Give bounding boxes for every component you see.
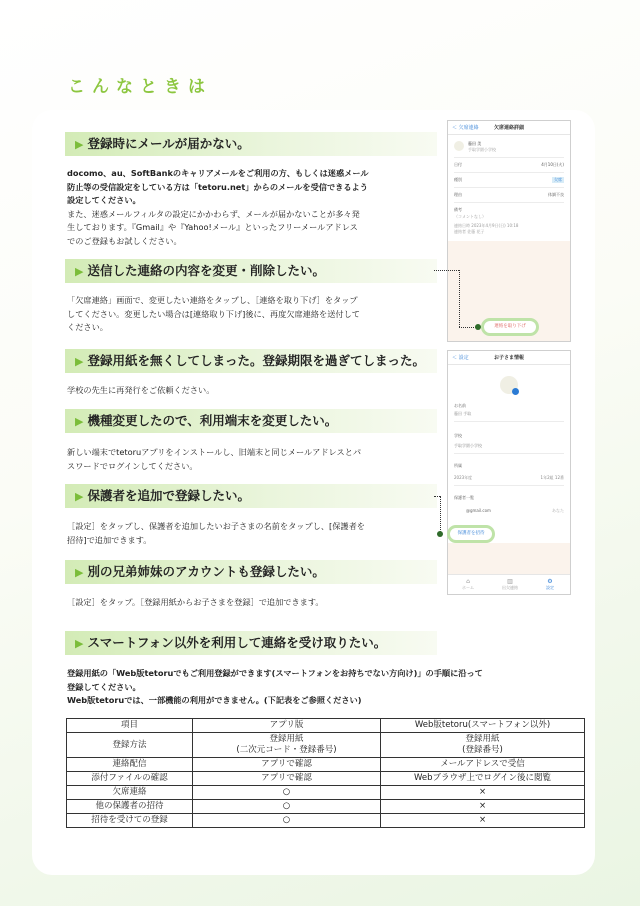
table-header: 項目 [67,719,193,733]
table-cell-web: メールアドレスで受信 [381,758,585,772]
guardian-email: @gmail.com [466,508,491,513]
faq-question-1 [65,132,437,156]
answer-line: また、迷惑メールフィルタの設定にかかわらず、メールが届かないことが多々発 [67,208,360,219]
guardians-label: 保護者一覧 [454,495,474,500]
faq-question-3 [65,349,437,373]
table-cell-web: Webブラウザ上でログイン後に閲覧 [381,772,585,786]
empty-area [448,543,570,575]
faq-question-text: 登録時にメールが届かない。 [87,136,250,151]
triangle-icon: ▶ [75,490,84,503]
avatar [454,141,464,151]
faq-answer-7 [67,667,587,708]
meta-sent: 連絡日時 2023年4月9日(日) 10:18 [454,223,519,228]
phone-header [448,121,570,135]
faq-answer-6 [67,596,432,610]
guardian-row [466,508,564,514]
faq-question-7 [65,631,437,655]
divider [454,485,564,486]
divider [454,157,564,158]
tab-home[interactable] [458,578,478,591]
table-header: アプリ版 [193,719,381,733]
phone-mockup-absence-detail [447,120,571,342]
answer-line: ［設定］をタップし、保護者を追加したいお子さまの名前をタップし、[保護者を [67,521,365,531]
detail-row-reason [454,192,564,198]
triangle-icon: ▶ [75,265,84,278]
answer-line: 登録してください。 [67,681,141,692]
table-cell-item: 欠席連絡 [67,786,193,800]
tab-settings[interactable] [540,578,560,591]
back-link[interactable]: ＜ 欠席連絡 [452,125,479,131]
phone-title: 欠席連絡詳細 [493,125,524,131]
table-cell-app: アプリで確認 [193,772,381,786]
faq-question-text: スマートフォン以外を利用して連絡を受け取りたい。 [87,635,387,650]
tab-label: ホーム [462,585,474,590]
class-row [454,475,564,481]
child-school: 手取学園小学校 [468,147,496,152]
meta-sender: 連絡者 佐藤 花子 [454,229,485,234]
table-cell-item: 他の保護者の招待 [67,800,193,814]
back-link[interactable]: ＜ 設定 [452,355,469,361]
table-cell-app: アプリで確認 [193,758,381,772]
connector-line [459,327,476,328]
cell-line: 登録用紙 [269,734,304,744]
table-cell-web: × [381,800,585,814]
triangle-icon: ▶ [75,566,84,579]
table-row [67,758,585,772]
detail-row-date [454,162,564,168]
answer-line: 設定してください。 [67,195,141,205]
invite-guardian-button[interactable]: 保護者を招待 [447,525,495,543]
table-cell-item: 連絡配信 [67,758,193,772]
answer-line: 生しております。『Gmail』や『Yahoo!メール』といったフリーメールアドレス [67,222,358,232]
connector-dot [475,324,481,330]
faq-question-4 [65,409,437,433]
table-header: Web版tetoru(スマートフォン以外) [381,719,585,733]
connector-line [440,496,441,532]
table-row [67,772,585,786]
faq-question-5 [65,484,437,508]
divider [454,172,564,173]
row-label: 日付 [454,162,462,167]
table-cell-web: × [381,814,585,828]
name-label: お名前 [454,403,466,408]
divider [454,202,564,203]
note-label: 備考 [454,207,462,212]
connector-line [459,270,460,327]
answer-line: 防止等の受信設定をしている方は「tetoru.net」からのメールを受信できるよう [67,181,368,192]
table-cell-web: × [381,786,585,800]
divider [454,187,564,188]
table-row [67,814,585,828]
answer-line: Web版tetoruでは、一部機能の利用ができません。(下記表をご参照ください) [67,695,362,705]
faq-question-text: 別の兄弟姉妹のアカウントも登録したい。 [87,564,325,579]
faq-answer-4 [67,446,432,473]
answer-line: 「欠席連絡」画面で、変更したい連絡をタップし、［連絡を取り下げ］をタップ [67,295,358,305]
phone-mockup-child-info [447,350,571,595]
triangle-icon: ▶ [75,415,84,428]
school-label: 学校 [454,433,462,438]
faq-question-text: 保護者を追加で登録したい。 [87,488,250,503]
tab-label: 設定 [546,585,554,590]
child-name: 藤田 美 [468,141,482,146]
answer-line: 新しい端末でtetoruアプリをインストールし、旧端末と同じメールアドレスとパ [67,447,362,457]
row-value: 4月10日(火) [541,162,564,167]
answer-line: 招待]で追加できます。 [67,534,152,545]
withdraw-button[interactable]: 連絡を取り下げ [481,318,539,336]
detail-row-type [454,177,564,183]
answer-line: でのご登録もお試しください。 [67,235,182,246]
table-row [67,800,585,814]
phone-header [448,351,570,365]
guardian-tag: あなた [552,508,564,513]
answer-line: スワードでログインしてください。 [67,460,198,471]
chart-icon: ▥ [507,578,513,585]
table-cell-app: ○ [193,800,381,814]
phone-title: お子さま情報 [493,355,524,361]
class-value: 1年2組 12番 [540,475,564,480]
faq-question-text: 送信した連絡の内容を変更・削除したい。 [87,263,325,278]
table-cell-app: ○ [193,814,381,828]
triangle-icon: ▶ [75,138,84,151]
answer-line: ください。 [67,322,108,332]
cell-line: 登録用紙 [465,734,500,744]
triangle-icon: ▶ [75,355,84,368]
school-value: 手取学園小学校 [454,443,482,448]
table-cell-item: 登録方法 [67,733,193,758]
class-label: 所属 [454,463,462,468]
row-value: 体調不良 [548,192,564,197]
faq-answer-2 [67,294,432,335]
answer-line: 学校の先生に再発行をご依頼ください。 [67,385,215,395]
divider [454,421,564,422]
table-cell-app [193,733,381,758]
divider [454,453,564,454]
tab-attendance[interactable] [498,578,522,591]
answer-line: 登録用紙の「Web版tetoruでもご利用登録ができます(スマートフォンをお持ちでない方向け)」の手順に沿って [67,668,483,678]
gear-icon: ⚙ [547,578,553,585]
triangle-icon: ▶ [75,637,84,650]
note-value: （コメントなし） [454,214,486,219]
faq-answer-3 [67,384,432,398]
cell-line: (二次元コード・登録番号) [236,745,337,755]
status-badge: 欠席 [554,177,562,182]
page-title: こんなときは [68,77,212,97]
faq-question-text: 登録用紙を無くしてしまった。登録期限を過ぎてしまった。 [87,353,425,368]
row-label: 理由 [454,192,462,197]
bottom-tab-bar [448,574,570,594]
faq-answer-1 [67,167,432,248]
answer-line: ［設定］をタップ。［登録用紙からお子さまを登録］で追加できます。 [67,597,324,607]
faq-question-2 [65,259,437,283]
connector-line [434,270,459,271]
cell-line: (登録番号) [462,745,503,755]
class-year: 2023年度 [454,475,473,480]
check-icon [512,388,519,395]
table-cell-app: ○ [193,786,381,800]
faq-question-6 [65,560,437,584]
row-label: 種別 [454,177,462,182]
answer-line: してください。変更したい場合は[連絡取り下げ]後に、再度欠席連絡を送付して [67,308,360,319]
answer-line: docomo、au、SoftBankのキャリアメールをご利用の方、もしくは迷惑メール [67,168,369,178]
table-cell-item: 添付ファイルの確認 [67,772,193,786]
home-icon: ⌂ [466,578,470,585]
faq-question-text: 機種変更したので、利用端末を変更したい。 [87,413,338,428]
table-cell-web [381,733,585,758]
comparison-table [66,718,585,828]
table-header-row [67,719,585,733]
table-row [67,786,585,800]
table-cell-item: 招待を受けての登録 [67,814,193,828]
faq-answer-5 [67,520,432,547]
table-row [67,733,585,758]
connector-dot [437,531,443,537]
name-value: 藤田 手取 [454,411,472,416]
tab-label: 出欠連絡 [502,585,518,590]
